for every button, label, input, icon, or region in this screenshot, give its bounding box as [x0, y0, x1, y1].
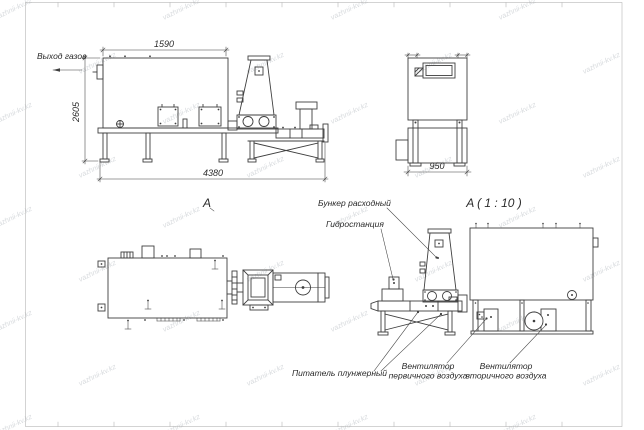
- callout-hopper: Бункер расходный: [318, 198, 391, 208]
- view-a-label: A: [203, 196, 212, 210]
- dim-950-label: 950: [429, 161, 445, 171]
- dim-1590-label: 1590: [153, 39, 175, 49]
- callout-secondary-fan-line1: Вентилятор: [479, 361, 533, 371]
- callout-gas-outlet: Выход газов: [37, 51, 87, 61]
- callout-plunger-feeder: Питатель плунжерный: [292, 368, 388, 378]
- dim-4380-label: 4380: [202, 168, 224, 178]
- callout-secondary-fan-line2: вторичного воздуха: [465, 370, 547, 381]
- dim-2605-label: 2605: [71, 101, 81, 123]
- view-a110-label: A ( 1 : 10 ): [466, 196, 522, 210]
- callout-primary-fan-line2: первичного воздуха: [388, 370, 468, 381]
- callout-hydro-station: Гидростанция: [326, 219, 384, 229]
- callout-primary-fan-line1: Вентилятор: [401, 361, 455, 371]
